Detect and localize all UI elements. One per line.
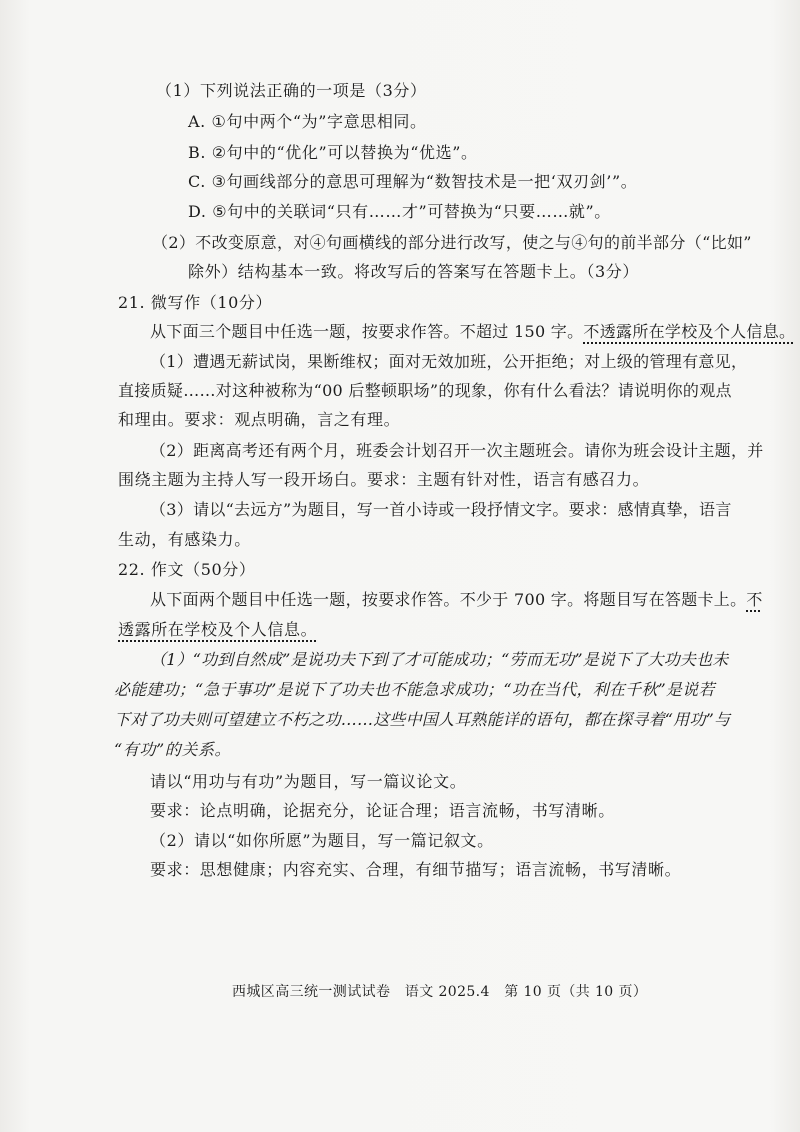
q21-p1-line2: 直接质疑……对这种被称为“00 后整顿职场”的现象，你有什么看法？请说明你的观点 bbox=[118, 381, 732, 400]
q21-p2-line2: 围绕主题为主持人写一段开场白。要求：主题有针对性，语言有感召力。 bbox=[118, 470, 650, 489]
page-footer: 西城区高三统一测试试卷 语文 2025.4 第 10 页（共 10 页） bbox=[232, 984, 648, 1000]
q20-option-c: C. ③句画线部分的意思可理解为“数智技术是一把‘双刃剑’”。 bbox=[188, 172, 638, 191]
q22-p1-line1: （1）“功到自然成”是说功夫下到了才可能成功；“劳而无功”是说下了大功夫也未 bbox=[150, 650, 729, 669]
q22-p1-task: 请以“用功与有功”为题目，写一篇议论文。 bbox=[150, 772, 467, 791]
q22-intro-dotted1: 不 bbox=[746, 590, 763, 609]
q22-intro-dotted2: 透露所在学校及个人信息。 bbox=[118, 620, 318, 639]
q20-sub2-line1: （2）不改变原意，对④句画横线的部分进行改写，使之与④句的前半部分（“比如” bbox=[152, 233, 752, 252]
q20-option-a: A. ①句中两个“为”字意思相同。 bbox=[188, 112, 427, 131]
q22-p1-requirement: 要求：论点明确，论据充分，论证合理；语言流畅，书写清晰。 bbox=[150, 801, 615, 820]
q22-intro-line1 bbox=[150, 590, 763, 610]
q22-p2-requirement: 要求：思想健康；内容充实、合理，有细节描写；语言流畅，书写清晰。 bbox=[150, 860, 682, 879]
q21-p1-line3: 和理由。要求：观点明确，言之有理。 bbox=[118, 410, 401, 429]
q22-p1-line2: 必能建功；“急于事功”是说下了功夫也不能急求成功；“功在当代，利在千秋”是说若 bbox=[114, 680, 715, 699]
q20-sub2-line2: 除外）结构基本一致。将改写后的答案写在答题卡上。（3分） bbox=[188, 262, 639, 281]
q22-p2-task: （2）请以“如你所愿”为题目，写一篇记叙文。 bbox=[150, 831, 494, 850]
q22-heading: 22. 作文（50分） bbox=[118, 560, 256, 579]
q22-intro-text: 从下面两个题目中任选一题，按要求作答。不少于 700 字。将题目写在答题卡上。 bbox=[150, 590, 747, 609]
q21-heading: 21. 微写作（10分） bbox=[118, 293, 273, 312]
q21-p3-line2: 生动，有感染力。 bbox=[118, 530, 251, 549]
q21-p3-line1: （3）请以“去远方”为题目，写一首小诗或一段抒情文字。要求：感情真挚，语言 bbox=[150, 500, 732, 519]
q22-p1-line4: “有功”的关系。 bbox=[114, 740, 232, 759]
q21-p2-line1: （2）距离高考还有两个月，班委会计划召开一次主题班会。请你为班会设计主题，并 bbox=[150, 441, 764, 460]
q21-intro-dotted: 不透露所在学校及个人信息。 bbox=[583, 322, 796, 341]
q21-intro bbox=[150, 322, 795, 342]
q20-option-b: B. ②句中的“优化”可以替换为“优选”。 bbox=[188, 143, 478, 162]
q22-intro-line2 bbox=[118, 620, 317, 640]
q22-p1-line3: 下对了功夫则可望建立不朽之功……这些中国人耳熟能详的语句，都在探寻着“用功”与 bbox=[114, 710, 731, 729]
q20-sub1: （1）下列说法正确的一项是（3分） bbox=[156, 81, 427, 100]
q21-p1-line1: （1）遭遇无薪试岗，果断维权；面对无效加班，公开拒绝；对上级的管理有意见， bbox=[150, 352, 748, 371]
q20-option-d: D. ⑤句中的关联词“只有……才”可替换为“只要……就”。 bbox=[188, 202, 611, 221]
q21-intro-text: 从下面三个题目中任选一题，按要求作答。不超过 150 字。 bbox=[150, 322, 584, 341]
